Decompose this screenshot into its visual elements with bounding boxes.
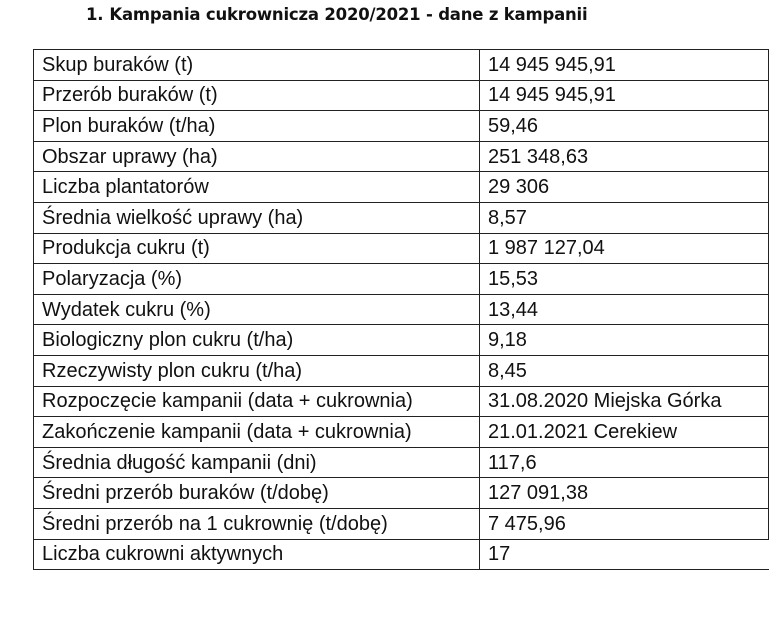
row-label: Przerób buraków (t) — [34, 80, 480, 111]
row-value: 127 091,38 — [480, 478, 769, 509]
row-value: 14 945 945,91 — [480, 80, 769, 111]
table-row — [34, 111, 769, 142]
row-value: 15,53 — [480, 264, 769, 295]
table-row — [34, 172, 769, 203]
row-label: Obszar uprawy (ha) — [34, 141, 480, 172]
row-value: 8,57 — [480, 202, 769, 233]
row-value: 59,46 — [480, 111, 769, 142]
section-number: 1. — [86, 5, 104, 24]
table-row — [34, 141, 769, 172]
row-value: 8,45 — [480, 355, 769, 386]
table-row — [34, 264, 769, 295]
row-value: 21.01.2021 Cerekiew — [480, 417, 769, 448]
row-value: 13,44 — [480, 294, 769, 325]
table-row — [34, 539, 769, 570]
row-label: Średni przerób na 1 cukrownię (t/dobę) — [34, 508, 480, 539]
table-row — [34, 202, 769, 233]
row-value: 7 475,96 — [480, 508, 769, 539]
row-label: Średnia długość kampanii (dni) — [34, 447, 480, 478]
row-value: 29 306 — [480, 172, 769, 203]
row-label: Rozpoczęcie kampanii (data + cukrownia) — [34, 386, 480, 417]
row-label: Biologiczny plon cukru (t/ha) — [34, 325, 480, 356]
row-value: 117,6 — [480, 447, 769, 478]
row-label: Produkcja cukru (t) — [34, 233, 480, 264]
row-label: Plon buraków (t/ha) — [34, 111, 480, 142]
table-body — [34, 50, 769, 570]
table-row — [34, 233, 769, 264]
row-label: Liczba plantatorów — [34, 172, 480, 203]
table-row — [34, 50, 769, 81]
section-title: Kampania cukrownicza 2020/2021 - dane z kampanii — [109, 5, 588, 24]
row-value: 14 945 945,91 — [480, 50, 769, 81]
row-label: Średni przerób buraków (t/dobę) — [34, 478, 480, 509]
row-value: 251 348,63 — [480, 141, 769, 172]
row-label: Polaryzacja (%) — [34, 264, 480, 295]
table-row — [34, 447, 769, 478]
table-row — [34, 478, 769, 509]
row-label: Wydatek cukru (%) — [34, 294, 480, 325]
campaign-data-table — [33, 49, 769, 570]
row-value: 17 — [480, 539, 769, 570]
row-label: Zakończenie kampanii (data + cukrownia) — [34, 417, 480, 448]
table-row — [34, 80, 769, 111]
row-label: Skup buraków (t) — [34, 50, 480, 81]
row-label: Liczba cukrowni aktywnych — [34, 539, 480, 570]
table-row — [34, 386, 769, 417]
table-row — [34, 417, 769, 448]
section-heading — [86, 5, 587, 24]
row-label: Rzeczywisty plon cukru (t/ha) — [34, 355, 480, 386]
table-row — [34, 325, 769, 356]
row-value: 1 987 127,04 — [480, 233, 769, 264]
table-row — [34, 508, 769, 539]
row-value: 31.08.2020 Miejska Górka — [480, 386, 769, 417]
row-label: Średnia wielkość uprawy (ha) — [34, 202, 480, 233]
row-value: 9,18 — [480, 325, 769, 356]
table-row — [34, 355, 769, 386]
table-row — [34, 294, 769, 325]
